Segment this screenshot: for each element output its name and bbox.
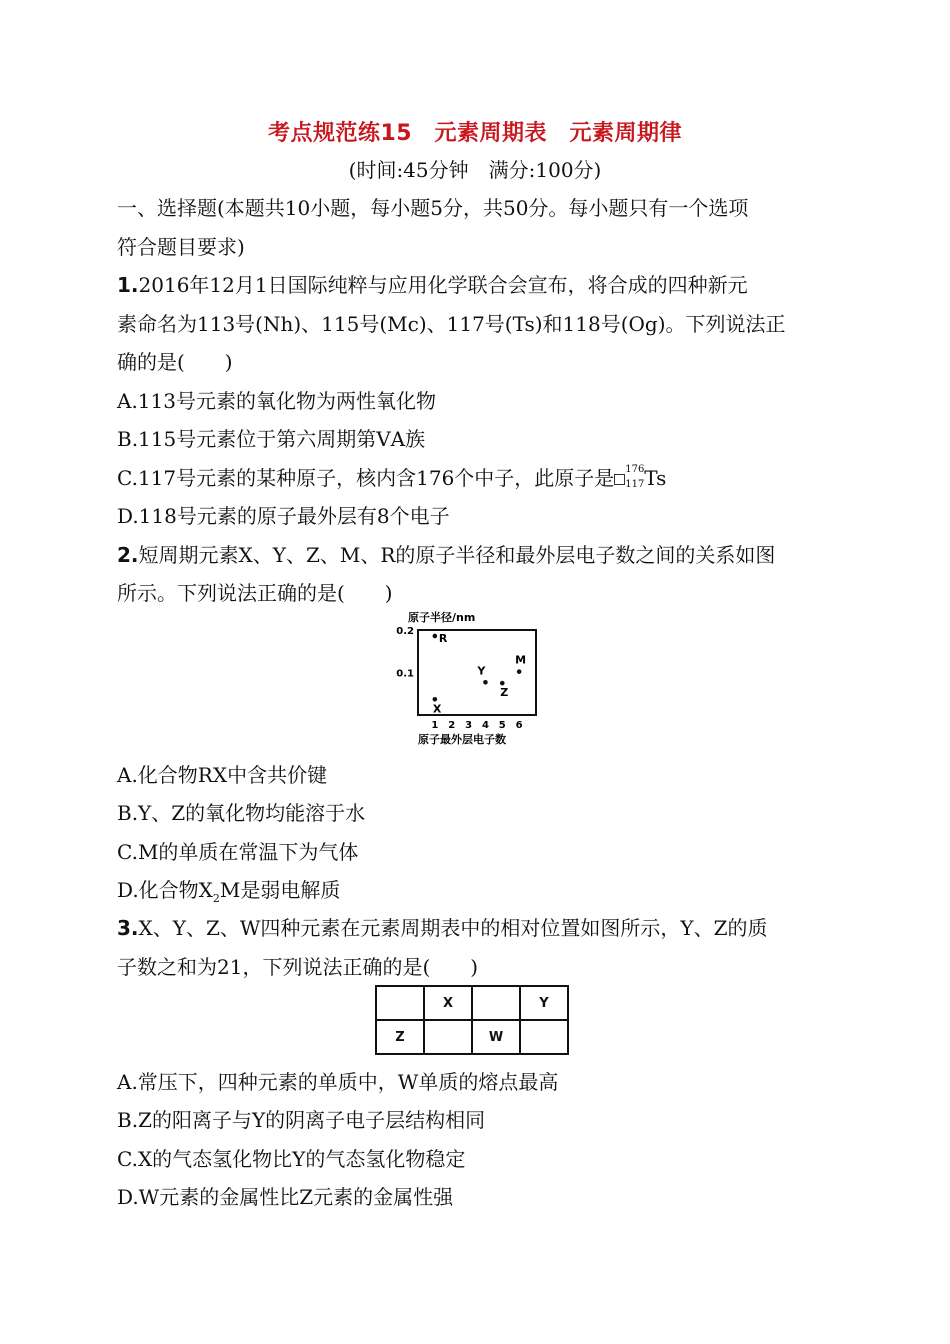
q2-option-a: A.化合物RX中含共价键: [117, 763, 328, 787]
q1-number: 1.: [117, 273, 139, 297]
q1-option-d: D.118号元素的原子最外层有8个电子: [117, 504, 450, 528]
table-cell: X: [424, 986, 472, 1020]
table-cell: Y: [520, 986, 568, 1020]
chart-ylabel: 原子半径/nm: [408, 611, 476, 624]
radius-vs-electrons-chart: [368, 606, 558, 746]
q2-option-d: [117, 874, 340, 905]
point-label: Z: [500, 686, 509, 700]
y-tick-label: 0.1: [396, 668, 414, 680]
point-label: Y: [477, 664, 486, 678]
q3-option-b: B.Z的阳离子与Y的阴离子电子层结构相同: [117, 1108, 486, 1132]
table-cell: Z: [376, 1020, 424, 1054]
q2-option-b: B.Y、Z的氧化物均能溶于水: [117, 801, 366, 825]
q2-option-d-text-end: M是弱电解质: [219, 878, 341, 902]
point-label: M: [515, 653, 527, 667]
q3-number: 3.: [117, 916, 139, 940]
point-label: R: [438, 631, 448, 645]
data-point: [483, 680, 488, 685]
placeholder-box-icon: [614, 474, 625, 485]
q2-number: 2.: [117, 543, 139, 567]
q3-option-d: D.W元素的金属性比Z元素的金属性强: [117, 1185, 454, 1209]
q2-text-line1: 短周期元素X、Y、Z、M、R的原子半径和最外层电子数之间的关系如图: [138, 543, 776, 567]
data-point: [517, 669, 522, 674]
x-tick-label: 1: [431, 720, 439, 731]
q1-option-c: [117, 462, 666, 491]
section-heading-line2: 符合题目要求): [117, 235, 245, 259]
x-tick-label: 5: [498, 720, 506, 731]
q1-line1: [117, 269, 748, 298]
table-cell: [472, 986, 520, 1020]
y-tick-label: 0.2: [396, 626, 414, 637]
x-tick-label: 3: [465, 720, 473, 731]
q1-option-c-text: C.117号元素的某种原子，核内含176个中子，此原子是: [117, 466, 615, 490]
data-point: [433, 697, 438, 702]
data-point: [500, 681, 505, 686]
table-cell: [376, 986, 424, 1020]
q3-line2: 子数之和为21，下列说法正确的是( ): [117, 955, 479, 979]
table-cell: [424, 1020, 472, 1054]
q3-option-a: A.常压下，四种元素的单质中，W单质的熔点最高: [117, 1070, 559, 1094]
q3-line1: [117, 912, 768, 941]
table-row: [376, 1020, 568, 1054]
point-label: X: [432, 702, 442, 716]
q2-option-d-text: D.化合物X: [117, 878, 213, 902]
isotope-mass-number: 176: [625, 463, 645, 475]
section-heading-line1: 一、选择题(本题共10小题，每小题5分，共50分。每小题只有一个选项: [117, 196, 749, 220]
page-subtitle: (时间:45分钟 满分:100分): [348, 158, 602, 182]
data-point: [433, 634, 438, 639]
q2-option-c: C.M的单质在常温下为气体: [117, 840, 359, 864]
q1-line2: 素命名为113号(Nh)、115号(Mc)、117号(Ts)和118号(Og)。下列说法正: [117, 312, 786, 336]
isotope-atomic-number: 117: [625, 478, 645, 490]
isotope-symbol: Ts: [644, 466, 667, 490]
x-tick-label: 4: [481, 720, 489, 731]
page-title: 考点规范练15 元素周期表 元素周期律: [267, 121, 683, 146]
q2-line2: 所示。下列说法正确的是( ): [117, 581, 393, 605]
q1-line3: 确的是( ): [117, 350, 233, 374]
q1-text-line1: 2016年12月1日国际纯粹与应用化学联合会宣布，将合成的四种新元: [138, 273, 748, 297]
periodic-position-table: [375, 985, 569, 1055]
isotope-notation: [614, 463, 645, 490]
subscript: 2: [212, 892, 220, 905]
x-tick-label: 6: [515, 720, 523, 731]
q1-option-b: B.115号元素位于第六周期第ⅤA族: [117, 427, 426, 451]
q3-option-c: C.X的气态氢化物比Y的气态氢化物稳定: [117, 1147, 466, 1171]
table-cell: W: [472, 1020, 520, 1054]
q1-option-a: A.113号元素的氧化物为两性氧化物: [117, 389, 436, 413]
q3-text-line1: X、Y、Z、W四种元素在元素周期表中的相对位置如图所示，Y、Z的质: [138, 916, 768, 940]
table-row: [376, 986, 568, 1020]
x-tick-label: 2: [448, 720, 456, 731]
chart-xlabel: 原子最外层电子数: [418, 733, 506, 746]
q2-line1: [117, 539, 775, 568]
table-cell: [520, 1020, 568, 1054]
